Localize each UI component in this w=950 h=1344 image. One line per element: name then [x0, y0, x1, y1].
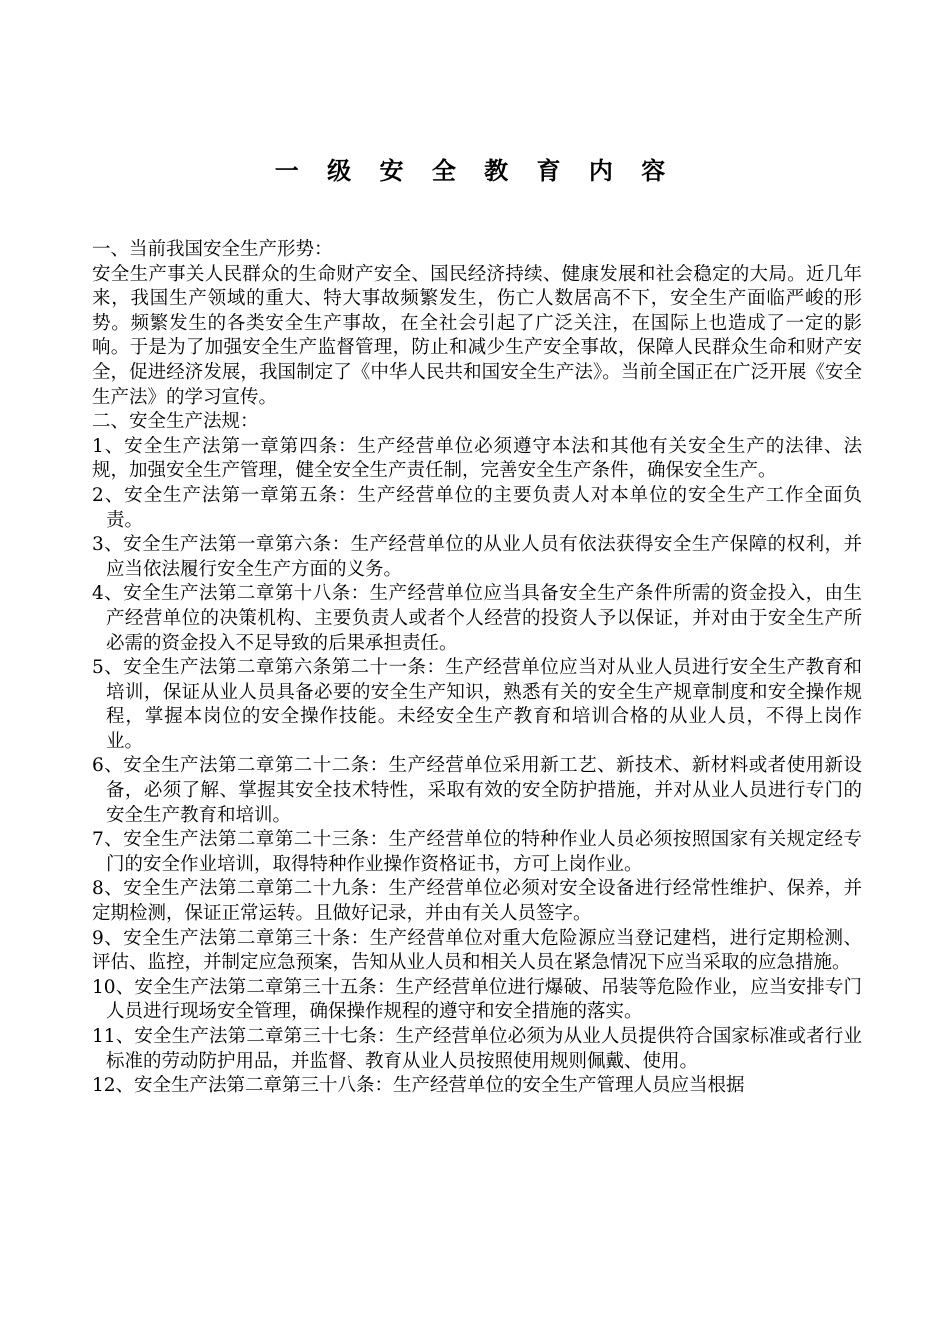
regulation-item-12: 12、安全生产法第二章第三十八条：生产经营单位的安全生产管理人员应当根据	[92, 1075, 745, 1097]
regulation-item-11: 11、安全生产法第二章第三十七条：生产经营单位必须为从业人员提供符合国家标准或者行业标准的劳动防护用品，并监督、教育从业人员按照使用规则佩戴、使用。	[92, 1026, 862, 1072]
regulation-item-1: 1、安全生产法第一章第四条：生产经营单位必须遵守本法和其他有关安全生产的法律、法规，加强安全生产管理，健全安全生产责任制，完善安全生产条件，确保安全生产。	[92, 435, 862, 482]
section-heading-regulations: 二、安全生产法规：	[92, 411, 259, 433]
regulation-item-6: 6、安全生产法第二章第二十二条：生产经营单位采用新工艺、新技术、新材料或者使用新设备，必须了解、掌握其安全技术特性，采取有效的安全防护措施，并对从业人员进行专门的安全生产教育和培训。	[92, 755, 862, 826]
regulation-item-8: 8、安全生产法第二章第二十九条：生产经营单位必须对安全设备进行经常性维护、保养，并定期检测，保证正常运转。且做好记录，并由有关人员签字。	[92, 878, 862, 925]
situation-paragraph: 安全生产事关人民群众的生命财产安全、国民经济持续、健康发展和社会稳定的大局。近几年来，我国生产领域的重大、特大事故频繁发生，伤亡人数居高不下，安全生产面临严峻的形势。频繁发生的各类安全生产事故，在全社会引起了广泛关注，在国际上也造成了一定的影响。于是为了加强安全生产监督管理，防止和减少生产安全事故，保障人民群众生命和财产安全，促进经济发展，我国制定了《中华人民共和国安全生产法》。当前全国正在广泛开展《安全生产法》的学习宣传。	[92, 263, 862, 408]
regulation-item-3: 3、安全生产法第一章第六条：生产经营单位的从业人员有依法获得安全生产保障的权利，并应当依法履行安全生产方面的义务。	[92, 534, 862, 580]
regulation-item-5: 5、安全生产法第二章第六条第二十一条：生产经营单位应当对从业人员进行安全生产教育和培训，保证从业人员具备必要的安全生产知识，熟悉有关的安全生产规章制度和安全操作规程，掌握本岗位的安全操作技能。未经安全生产教育和培训合格的从业人员，不得上岗作业。	[92, 657, 862, 752]
regulation-item-9: 9、安全生产法第二章第三十条：生产经营单位对重大危险源应当登记建档，进行定期检测、评估、监控，并制定应急预案，告知从业人员和相关人员在紧急情况下应当采取的应急措施。	[92, 927, 862, 974]
regulation-item-7: 7、安全生产法第二章第二十三条：生产经营单位的特种作业人员必须按照国家有关规定经专门的安全作业培训，取得特种作业操作资格证书，方可上岗作业。	[92, 829, 862, 875]
section-heading-situation: 一、当前我国安全生产形势：	[92, 239, 333, 260]
document-title: 一 级 安 全 教 育 内 容	[274, 157, 676, 185]
regulation-item-10: 10、安全生产法第二章第三十五条：生产经营单位进行爆破、吊装等危险作业，应当安排专门人员进行现场安全管理，确保操作规程的遵守和安全措施的落实。	[92, 976, 862, 1023]
document-body	[92, 238, 862, 1099]
regulation-item-2: 2、安全生产法第一章第五条：生产经营单位的主要负责人对本单位的安全生产工作全面负责。	[92, 484, 862, 531]
regulation-item-4: 4、安全生产法第二章第十八条：生产经营单位应当具备安全生产条件所需的资金投入，由生产经营单位的决策机构、主要负责人或者个人经营的投资人予以保证，并对由于安全生产所必需的资金投入不足导致的后果承担责任。	[92, 583, 862, 654]
